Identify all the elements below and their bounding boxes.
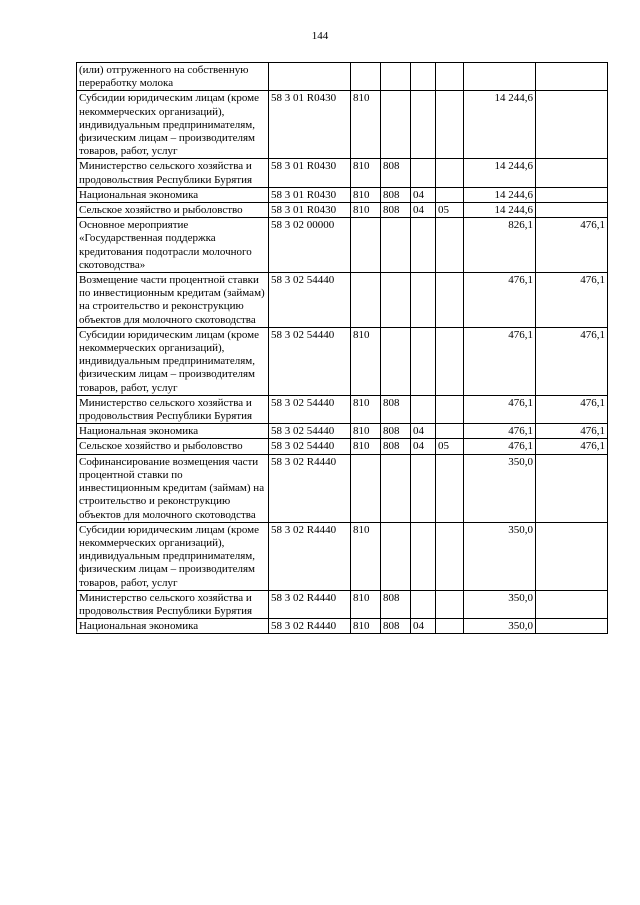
row-amount-2 [536,159,608,187]
row-section [411,522,436,590]
row-amount-2: 476,1 [536,424,608,439]
row-target-code: 58 3 02 54440 [269,273,351,328]
row-expense-type: 810 [351,522,381,590]
row-section: 04 [411,203,436,218]
row-name: Сельское хозяйство и рыболовство [77,203,269,218]
row-ministry-code: 808 [381,590,411,618]
row-subsection [436,327,464,395]
row-amount-2: 476,1 [536,218,608,273]
row-ministry-code [381,273,411,328]
row-name: Субсидии юридическим лицам (кроме некоммерческих организаций), индивидуальным предпринимателям, физическим лицам – производителям товаров, работ, услуг [77,91,269,159]
table-row [77,273,608,328]
row-expense-type [351,63,381,91]
table-row [77,439,608,454]
row-ministry-code: 808 [381,439,411,454]
page-number: 144 [311,30,329,42]
table-row [77,522,608,590]
row-name: Национальная экономика [77,187,269,202]
row-subsection [436,590,464,618]
row-subsection [436,63,464,91]
row-amount-1: 14 244,6 [464,159,536,187]
row-target-code: 58 3 02 54440 [269,327,351,395]
row-name: Возмещение части процентной ставки по инвестиционным кредитам (займам) на строительство и реконструкцию объектов для молочного скотоводства [77,273,269,328]
row-section [411,91,436,159]
table-row [77,590,608,618]
table-row [77,619,608,634]
row-subsection [436,424,464,439]
row-name: Министерство сельского хозяйства и продовольствия Республики Бурятия [77,590,269,618]
row-expense-type: 810 [351,619,381,634]
row-expense-type: 810 [351,424,381,439]
row-name: Сельское хозяйство и рыболовство [77,439,269,454]
row-target-code: 58 3 02 00000 [269,218,351,273]
table-body [77,63,608,634]
table-row [77,327,608,395]
row-expense-type [351,273,381,328]
row-subsection [436,454,464,522]
row-ministry-code: 808 [381,395,411,423]
row-name: Национальная экономика [77,424,269,439]
row-name: Министерство сельского хозяйства и продовольствия Республики Бурятия [77,159,269,187]
row-ministry-code: 808 [381,159,411,187]
row-expense-type: 810 [351,187,381,202]
row-ministry-code [381,522,411,590]
row-amount-1 [464,63,536,91]
row-name: Национальная экономика [77,619,269,634]
row-amount-1: 14 244,6 [464,187,536,202]
row-target-code: 58 3 02 R4440 [269,619,351,634]
row-target-code [269,63,351,91]
row-target-code: 58 3 01 R0430 [269,91,351,159]
row-expense-type: 810 [351,91,381,159]
row-amount-1: 476,1 [464,327,536,395]
row-target-code: 58 3 02 54440 [269,424,351,439]
row-subsection [436,187,464,202]
row-name: Субсидии юридическим лицам (кроме некоммерческих организаций), индивидуальным предпринимателям, физическим лицам – производителям товаров, работ, услуг [77,327,269,395]
row-ministry-code [381,63,411,91]
row-amount-2 [536,203,608,218]
row-section: 04 [411,439,436,454]
row-subsection: 05 [436,439,464,454]
row-target-code: 58 3 02 R4440 [269,590,351,618]
row-section [411,327,436,395]
row-section [411,159,436,187]
row-subsection [436,522,464,590]
row-amount-2 [536,522,608,590]
row-name: (или) отгруженного на собственную переработку молока [77,63,269,91]
row-amount-1: 350,0 [464,454,536,522]
row-expense-type: 810 [351,327,381,395]
row-section [411,218,436,273]
row-expense-type: 810 [351,159,381,187]
table-row [77,395,608,423]
row-expense-type: 810 [351,439,381,454]
row-ministry-code [381,91,411,159]
row-target-code: 58 3 01 R0430 [269,187,351,202]
row-expense-type [351,454,381,522]
row-amount-2 [536,187,608,202]
row-amount-2 [536,590,608,618]
row-amount-1: 14 244,6 [464,91,536,159]
row-section: 04 [411,424,436,439]
row-section: 04 [411,187,436,202]
row-ministry-code: 808 [381,187,411,202]
table-row [77,424,608,439]
row-ministry-code [381,327,411,395]
row-section [411,590,436,618]
row-subsection [436,619,464,634]
row-amount-2 [536,63,608,91]
row-amount-1: 476,1 [464,439,536,454]
row-target-code: 58 3 02 R4440 [269,454,351,522]
row-ministry-code [381,454,411,522]
row-target-code: 58 3 01 R0430 [269,159,351,187]
row-expense-type: 810 [351,395,381,423]
row-name: Софинансирование возмещения части процентной ставки по инвестиционным кредитам (займам) на строительство и реконструкцию объектов для молочного скотоводства [77,454,269,522]
row-amount-1: 14 244,6 [464,203,536,218]
table-row [77,91,608,159]
row-section [411,63,436,91]
row-subsection [436,218,464,273]
table-row [77,187,608,202]
row-amount-2 [536,619,608,634]
row-section [411,273,436,328]
row-amount-2: 476,1 [536,327,608,395]
row-expense-type: 810 [351,203,381,218]
table-row [77,218,608,273]
row-subsection [436,159,464,187]
row-amount-1: 350,0 [464,522,536,590]
row-target-code: 58 3 02 54440 [269,395,351,423]
row-amount-1: 350,0 [464,619,536,634]
row-amount-1: 350,0 [464,590,536,618]
row-subsection [436,395,464,423]
row-target-code: 58 3 01 R0430 [269,203,351,218]
row-name: Основное мероприятие «Государственная поддержка кредитования подотрасли молочного скотоводства» [77,218,269,273]
row-section [411,395,436,423]
row-subsection [436,91,464,159]
row-amount-2 [536,454,608,522]
row-ministry-code: 808 [381,619,411,634]
row-ministry-code [381,218,411,273]
row-subsection [436,273,464,328]
row-target-code: 58 3 02 R4440 [269,522,351,590]
row-amount-2 [536,91,608,159]
row-expense-type [351,218,381,273]
table-row [77,159,608,187]
row-amount-1: 476,1 [464,273,536,328]
row-amount-1: 476,1 [464,424,536,439]
row-name: Министерство сельского хозяйства и продовольствия Республики Бурятия [77,395,269,423]
row-amount-2: 476,1 [536,439,608,454]
budget-table [76,62,608,634]
row-amount-2: 476,1 [536,395,608,423]
table-row [77,454,608,522]
row-name: Субсидии юридическим лицам (кроме некоммерческих организаций), индивидуальным предпринимателям, физическим лицам – производителям товаров, работ, услуг [77,522,269,590]
row-subsection: 05 [436,203,464,218]
table-row [77,63,608,91]
row-amount-1: 476,1 [464,395,536,423]
row-ministry-code: 808 [381,424,411,439]
row-expense-type: 810 [351,590,381,618]
row-section [411,454,436,522]
row-section: 04 [411,619,436,634]
table-row [77,203,608,218]
row-target-code: 58 3 02 54440 [269,439,351,454]
row-amount-2: 476,1 [536,273,608,328]
row-amount-1: 826,1 [464,218,536,273]
row-ministry-code: 808 [381,203,411,218]
